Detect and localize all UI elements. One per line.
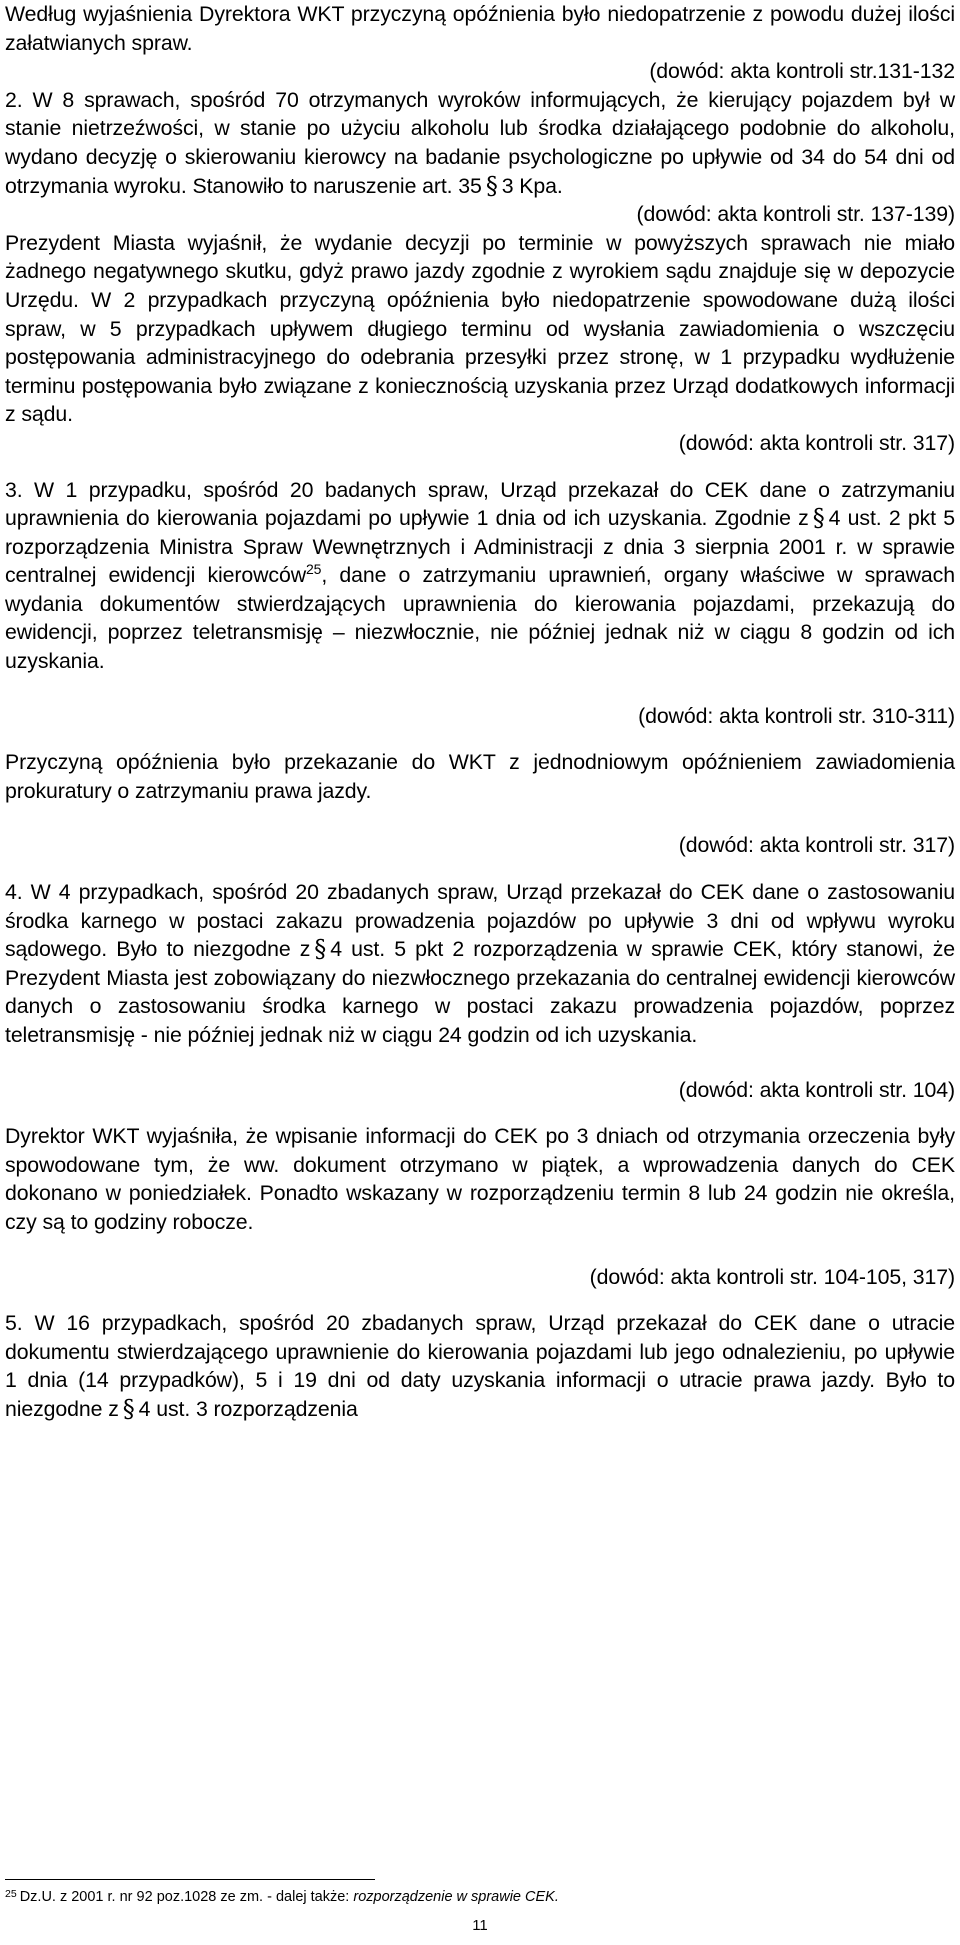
paragraph-mayor-explanation: Prezydent Miasta wyjaśnił, że wydanie decyzji po terminie w powyższych sprawach nie miało żadnego negatywnego skutku, gdyż prawo jazdy zgodnie z wyrokiem sądu znajduje się w depozycie Urzędu. W 2 przypadkach przyczyną opóźnienia było niedopatrzenie spowodowane dużą ilości spraw, w 5 przypadkach upływem długiego terminu od wysłania zawiadomienia o wszczęciu postępowania administracyjnego do odebrania przesyłki przez stronę, w 1 przypadku wydłużenie terminu postępowania było związane z koniecznością uzyskania przez Urząd dodatkowych informacji z sądu. <box>5 230 955 427</box>
footnote-divider <box>5 1879 375 1880</box>
evidence-reference: (dowód: akta kontroli str.131-132 <box>649 59 955 84</box>
document-page <box>5 0 955 1424</box>
paragraph-point-4 <box>5 878 955 1050</box>
paragraph-delay-cause: Przyczyną opóźnienia było przekazanie do WKT z jednodniowym opóźnieniem zawiadomienia prokuratury o zatrzymaniu prawa jazdy. <box>5 750 955 803</box>
paragraph-wkt-explanation: Według wyjaśnienia Dyrektora WKT przyczyną opóźnienia było niedopatrzenie z powodu dużej ilości załatwianych spraw. <box>5 2 955 55</box>
evidence-reference: (dowód: akta kontroli str. 317) <box>678 833 955 858</box>
section-sign-icon: § <box>122 1394 135 1423</box>
paragraph-point-5 <box>5 1309 955 1423</box>
evidence-reference: (dowód: akta kontroli str. 104-105, 317) <box>589 1264 955 1289</box>
paragraph-point-3 <box>5 476 955 676</box>
footnote-text: Dz.U. z 2001 r. nr 92 poz.1028 ze zm. - dalej także: <box>19 1889 350 1905</box>
point-3-text-b: 4 ust. 2 pkt 5 rozporządzenia Ministra Spraw Wewnętrznych i Administracji z dnia 3 sierpnia 2001 r. w sprawie centralnej ewidencji kierowców <box>5 506 955 588</box>
point-2-article-end: 3 Kpa. <box>501 173 563 198</box>
point-5-text-a: 5. W 16 przypadkach, spośród 20 zbadanych spraw, Urząd przekazał do CEK dane o utracie dokumentu stwierdzającego uprawnienie do kierowania pojazdami lub jego odnalezieniu, po upływie 1 dnia (14 przypadków), 5 i 19 dni od daty uzyskania informacji o utracie prawa jazdy. Było to niezgodne z <box>5 1311 955 1421</box>
point-4-text-a: 4. W 4 przypadkach, spośród 20 zbadanych spraw, Urząd przekazał do CEK dane o zastosowaniu środka karnego w postaci zakazu prowadzenia pojazdów po upływie 3 dni od wpływu wyroku sądowego. Było to niezgodne z <box>5 880 955 962</box>
point-2-article-text: Stanowiło to naruszenie art. 35 <box>192 173 482 198</box>
evidence-reference: (dowód: akta kontroli str. 310-311) <box>638 703 955 728</box>
evidence-reference: (dowód: akta kontroli str. 137-139) <box>636 202 955 227</box>
point-4-text-b: 4 ust. 5 pkt 2 rozporządzenia w sprawie CEK, który stanowi, że Prezydent Miasta jest zobowiązany do niezwłocznego przekazania do centralnej ewidencji kierowców danych o zastosowaniu środka karnego w postaci zakazu prowadzenia pojazdów, poprzez teletransmisję - nie później jednak niż w ciągu 24 godzin od ich uzyskania. <box>5 937 955 1047</box>
evidence-reference: (dowód: akta kontroli str. 317) <box>678 430 955 455</box>
footnote-marker: 25 <box>305 561 322 578</box>
point-5-text-b: 4 ust. 3 rozporządzenia <box>138 1396 358 1421</box>
footnote-number: 25 <box>5 1888 17 1900</box>
point-3-text-a: 3. W 1 przypadku, spośród 20 badanych spraw, Urząd przekazał do CEK dane o zatrzymaniu uprawnienia do kierowania pojazdami po upływie 1 dnia od ich uzyskania. Zgodnie z <box>5 477 955 531</box>
paragraph-director-explanation: Dyrektor WKT wyjaśniła, że wpisanie informacji do CEK po 3 dniach od otrzymania orzeczenia były spowodowane tym, że ww. dokument otrzymano w piątek, a wprowadzenia danych do CEK dokonano w poniedziałek. Ponadto wskazany w rozporządzeniu termin 8 lub 24 godzin nie określa, czy są to godziny robocze. <box>5 1124 955 1234</box>
point-3-text-c: , dane o zatrzymaniu uprawnień, organy właściwe w sprawach wydania dokumentów stwierdzających uprawnienia do kierowania pojazdami, przekazują do ewidencji, poprzez teletransmisję – niezwłocznie, nie później jednak niż w ciągu 8 godzin od ich uzyskania. <box>5 563 955 674</box>
footnote <box>5 1884 559 1907</box>
footnote-italic-text: rozporządzenie w sprawie CEK. <box>353 1889 559 1905</box>
evidence-reference: (dowód: akta kontroli str. 104) <box>678 1077 955 1102</box>
section-sign-icon: § <box>314 935 327 964</box>
point-2-text: 2. W 8 sprawach, spośród 70 otrzymanych wyroków informujących, że kierujący pojazdem był w stanie nietrzeźwości, w stanie po użyciu alkoholu lub środka działającego podobnie do alkoholu, wydano decyzję o skierowaniu kierowcy na badanie psychologiczne po upływie od 34 do 54 dni od otrzymania wyroku. <box>5 87 955 198</box>
section-sign-icon: § <box>485 171 498 200</box>
section-sign-icon: § <box>812 504 825 533</box>
paragraph-point-2 <box>5 86 955 200</box>
page-number: 11 <box>472 1917 488 1934</box>
